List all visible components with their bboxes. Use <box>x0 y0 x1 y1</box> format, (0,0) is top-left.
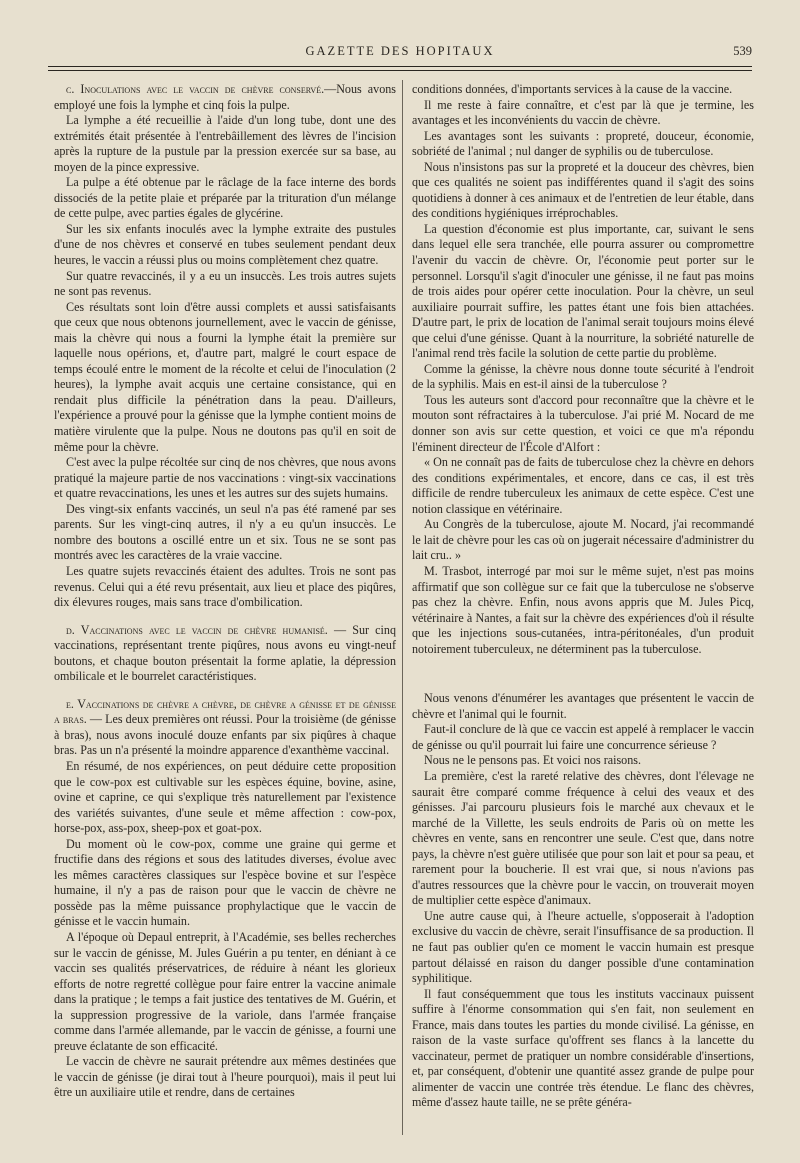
paragraph-text: A l'époque où Depaul entreprit, à l'Académie, ses belles recherches sur le vaccin de génisse, M. Jules Guérin a pu tenter, en déniant à ce vaccin ses qualités préservatrices, de réduire à néant les glorieux efforts de notre regretté collègue pour faire entrer la vaccine animale dans la pratique ; le temps a fait justice des tentatives de M. Guérin, et la suppression progressive de la variole, dans l'armée française comme dans l'armée allemande, par le vaccin de génisse, a fourni une preuve éclatante de son efficacité. <box>54 929 396 1053</box>
paragraph-text: Nous ne le pensons pas. Et voici nos raisons. <box>424 753 641 768</box>
paragraph <box>412 753 754 769</box>
paragraph <box>412 691 754 722</box>
paragraph <box>54 455 396 502</box>
paragraph-text: Au Congrès de la tuberculose, ajoute M. Nocard, j'ai recommandé le lait de chèvre pour les cas où on jugerait nécessaire d'administrer du lait cru.. » <box>412 517 754 563</box>
paragraph <box>412 393 754 455</box>
paragraph <box>412 222 754 362</box>
paragraph <box>412 517 754 564</box>
column-divider <box>402 80 403 1135</box>
header-rule <box>48 66 752 67</box>
paragraph <box>54 930 396 1054</box>
right-column <box>412 82 754 1111</box>
paragraph-text: Sur quatre revaccinés, il y a eu un insuccès. Les trois autres sujets ne sont pas revenus. <box>54 268 396 299</box>
paragraph-text: conditions données, d'importants services à la cause de la vaccine. <box>412 82 733 96</box>
paragraph <box>412 722 754 753</box>
section-lead: d. Vaccinations avec le vaccin de chèvre humanisé. <box>66 622 328 637</box>
paragraph-text: — Les deux premières ont réussi. Pour la troisième (de génisse à bras), nous avons inoculé douze enfants par six piqûres à chaque bras. Pas un n'a présenté la moindre apparence d'exanthème vaccinal. <box>54 712 396 758</box>
paragraph-text: « On ne connaît pas de faits de tuberculose chez la chèvre en dehors des conditions expérimentales, et encore, dans ce cas, il est très difficile de rendre tuberculeux les animaux de cette espèce. C'est une notion classique en vétérinaire. <box>412 455 754 516</box>
paragraph-text: La lymphe a été recueillie à l'aide d'un long tube, dont une des extrémités était présentée à l'entrebâillement des lèvres de l'incision après la rupture de la pustule par la pression exercée sur sa base, au moyen de la pince expressive. <box>54 113 396 174</box>
paragraph-text: Faut-il conclure de là que ce vaccin est appelé à remplacer le vaccin de génisse ou qu'il pourrait lui faire une concurrence sérieuse ? <box>412 722 754 752</box>
paragraph <box>54 175 396 222</box>
paragraph <box>54 1054 396 1101</box>
paragraph-text: Sur les six enfants inoculés avec la lymphe extraite des pustules d'une de nos chèvres et conservé en tubes seulement pendant deux heures, le vaccin a réussi plus ou moins complètement chez quatre. <box>54 221 396 268</box>
paragraph <box>54 759 396 837</box>
paragraph-text: Comme la génisse, la chèvre nous donne toute sécurité à l'endroit de la syphilis. Mais en est-il ainsi de la tuberculose ? <box>412 361 754 392</box>
paragraph-text: Les quatre sujets revaccinés étaient des adultes. Trois ne sont pas revenus. Celui qui a été revu présentait, aux lieu et place des piqûres, dix élevures rouges, mais sans trace d'ombilication. <box>54 563 396 610</box>
paragraph-text: Du moment où le cow-pox, comme une graine qui germe et fructifie dans des régions et sous des latitudes diverses, évolue avec les mêmes caractères classiques sur l'espèce bovine et sur l'espèce humaine, il n'y a pas de raison pour que le vaccin de chèvre ne possède pas la même puissance prophylactique que le vaccin de génisse et le vaccin humain. <box>54 836 396 929</box>
paragraph <box>412 98 754 129</box>
paragraph-text: Nous venons d'énumérer les avantages que présentent le vaccin de chèvre et l'animal qui le fournit. <box>412 691 754 721</box>
paragraph <box>54 82 396 113</box>
page-header-title: GAZETTE DES HOPITAUX <box>305 44 495 58</box>
paragraph <box>412 362 754 393</box>
paragraph <box>412 909 754 987</box>
header-rule <box>48 70 752 71</box>
paragraph <box>54 222 396 269</box>
paragraph-text: Une autre cause qui, à l'heure actuelle, s'opposerait à l'adoption exclusive du vaccin de chèvre, serait l'insuffisance de sa production. Il ne faut pas oublier qu'en ce moment le vaccin humain est presque partout délaissé en raison du danger possible d'une contamination syphilitique. <box>412 908 754 986</box>
paragraph-text: Tous les auteurs sont d'accord pour reconnaître que la chèvre et le mouton sont réfractaires à la tuberculose. J'ai prié M. Nocard de me donner son avis sur cette question, et voici ce que m'a répondu l'éminent directeur de l'École d'Alfort : <box>412 392 754 454</box>
paragraph-text: Il faut conséquemment que tous les instituts vaccinaux puissent suffire à l'énorme consommation qui s'en fait, non seulement en France, mais dans toutes les parties du monde civilisé. La génisse, en raison de la vaste surface qu'offrent ses flancs à la lancette du vaccinateur, permet de pratiquer un nombre considérable d'insertions, et, par conséquent, d'obtenir une quantité assez grande de pulpe pour alimenter de vaccin une contrée très étendue. Le flanc des chèvres, même d'assez haute taille, ne se prête généra- <box>412 986 754 1110</box>
paragraph <box>54 564 396 611</box>
paragraph-text: Des vingt-six enfants vaccinés, un seul n'a pas été ramené par ses parents. Sur les vingt-cinq autres, il n'y a eu qu'un insuccès. Le nombre des boutons a oscillé entre un et six. Tous ne se sont pas montrés avec les caractères de la vraie vaccine. <box>54 501 396 563</box>
paragraph-text: M. Trasbot, interrogé par moi sur le même sujet, n'est pas moins affirmatif que son collègue sur ce fait que la tuberculose ne s'observe pas chez la chèvre. Enfin, nous avons appris que M. Jules Picq, vétérinaire à Nantes, a fait sur la chèvre des expériences d'où il résulte que les injections sous-cutanées, intra-péritonéales, d'un produit notoirement tuberculeux, ne déterminent pas la tuberculose. <box>412 563 754 656</box>
left-column <box>54 82 396 1101</box>
paragraph <box>54 113 396 175</box>
paragraph-text: — Sur cinq vaccinations, représentant trente piqûres, nous avons eu vingt-neuf boutons, et chaque bouton présentait la forme aplatie, la dépression ombilicale et le bourrelet caractéristiques. <box>54 622 396 684</box>
paragraph-text: La pulpe a été obtenue par le râclage de la face interne des bords dissociés de la petite plaie et préparée par la trituration d'un mélange de cette pulpe, avec parties égales de glycérine. <box>54 175 396 221</box>
paragraph-text: Le vaccin de chèvre ne saurait prétendre aux mêmes destinées que le vaccin de génisse (je dirai tout à l'heure pourquoi), mais il peut lui être un auxiliaire utile et rendre, dans de certaines <box>54 1054 396 1100</box>
section-lead: e. Vaccinations de chèvre a chèvre, de chèvre a génisse et de génisse a bras. <box>54 696 396 727</box>
paragraph <box>412 769 754 909</box>
paragraph <box>54 269 396 300</box>
paragraph <box>412 987 754 1111</box>
paragraph-text: Ces résultats sont loin d'être aussi complets et aussi satisfaisants que ceux que nous obtenons journellement, avec le vaccin de génisse, mais la chèvre qui nous a fourni la lymphe était la première sur laquelle nous opérions, et, d'autre part, malgré le court espace de temps écoulé entre le moment de la récolte et celui de l'inoculation (2 heures), la lymphe avait acquis une certaine consistance, qui en rendait plus difficile la pénétration dans la peau. D'ailleurs, l'expérience a prouvé pour la génisse que la lymphe contient moins de matière virulente que la pulpe. Nous ne doutons pas qu'il en soit de même pour la chèvre. <box>54 299 396 454</box>
paragraph-text: Il me reste à faire connaître, et c'est par là que je termine, les avantages et les inconvénients du vaccin de chèvre. <box>412 97 754 128</box>
section-lead: c. Inoculations avec le vaccin de chèvre conservé. <box>66 82 325 96</box>
paragraph <box>54 697 396 759</box>
paragraph <box>54 623 396 685</box>
paragraph <box>412 455 754 517</box>
paragraph-text: C'est avec la pulpe récoltée sur cinq de nos chèvres, que nous avons pratiqué la majeure partie de nos vaccinations : vingt-six vaccinations et quatre revaccinations, les unes et les autres sur des sujets humains. <box>54 455 396 501</box>
paragraph-text: Les avantages sont les suivants : propreté, douceur, économie, sobriété de l'animal ; nul danger de syphilis ou de tuberculose. <box>412 128 754 159</box>
paragraph-text: —Nous avons employé une fois la lymphe et cinq fois la pulpe. <box>54 82 396 112</box>
paragraph <box>54 837 396 930</box>
paragraph <box>54 300 396 455</box>
paragraph-text: En résumé, de nos expériences, on peut déduire cette proposition que le cow-pox est cultivable sur les espèces équine, bovine, asine, ovine et caprine, ce qui s'explique très naturellement par l'existence des variétés suivantes, d'une seule et même affection : cow-pox, horse-pox, ass-pox, sheep-pox et goat-pox. <box>54 758 396 836</box>
paragraph <box>412 129 754 160</box>
paragraph-text: La question d'économie est plus importante, car, suivant le sens dans lequel elle sera tranchée, elle pourra assurer ou compromettre l'avenir du vaccin de chèvre. Or, l'économie peut porter sur le personnel. Lorsqu'il s'agit d'inoculer une génisse, il ne faut pas moins de trois aides pour opérer cette inoculation. Pour la chèvre, un seul auxiliaire pourrait suffire, les pattes étant une fois bien attachées. D'autre part, le prix de location de l'animal serait toujours moins élevé que celui d'une génisse. Quant à la nourriture, la sobriété naturelle de l'animal rend très facile la solution de cette partie du problème. <box>412 221 754 361</box>
page-number: 539 <box>733 44 752 58</box>
paragraph <box>412 82 754 98</box>
paragraph <box>412 160 754 222</box>
paragraph <box>54 502 396 564</box>
paragraph <box>412 564 754 657</box>
paragraph-text: Nous n'insistons pas sur la propreté et la douceur des chèvres, bien que ces qualités ne soient pas indifférentes quand il s'agit des soins quotidiens à donner à ces animaux et de l'entretien de leur étable, dans des conditions hygiéniques irréprochables. <box>412 159 754 221</box>
paragraph-text: La première, c'est la rareté relative des chèvres, dont l'élevage ne saurait être comparé comme fréquence à celui des veaux et des génisses. J'ai parcouru plusieurs fois le marché aux chevaux et le marché de la Villette, les seuls endroits de Paris où on mette les chèvres en vente, sans en rencontrer une seule. C'est que, dans notre pays, la chèvre n'est guère utilisée que pour son lait et pour sa peau, et rarement pour la boucherie. Il est vrai que, si nous n'avions pas d'autres ressources que la chèvre pour le vaccin, on trouverait moyen de multiplier cette espèce d'animaux. <box>412 768 754 908</box>
